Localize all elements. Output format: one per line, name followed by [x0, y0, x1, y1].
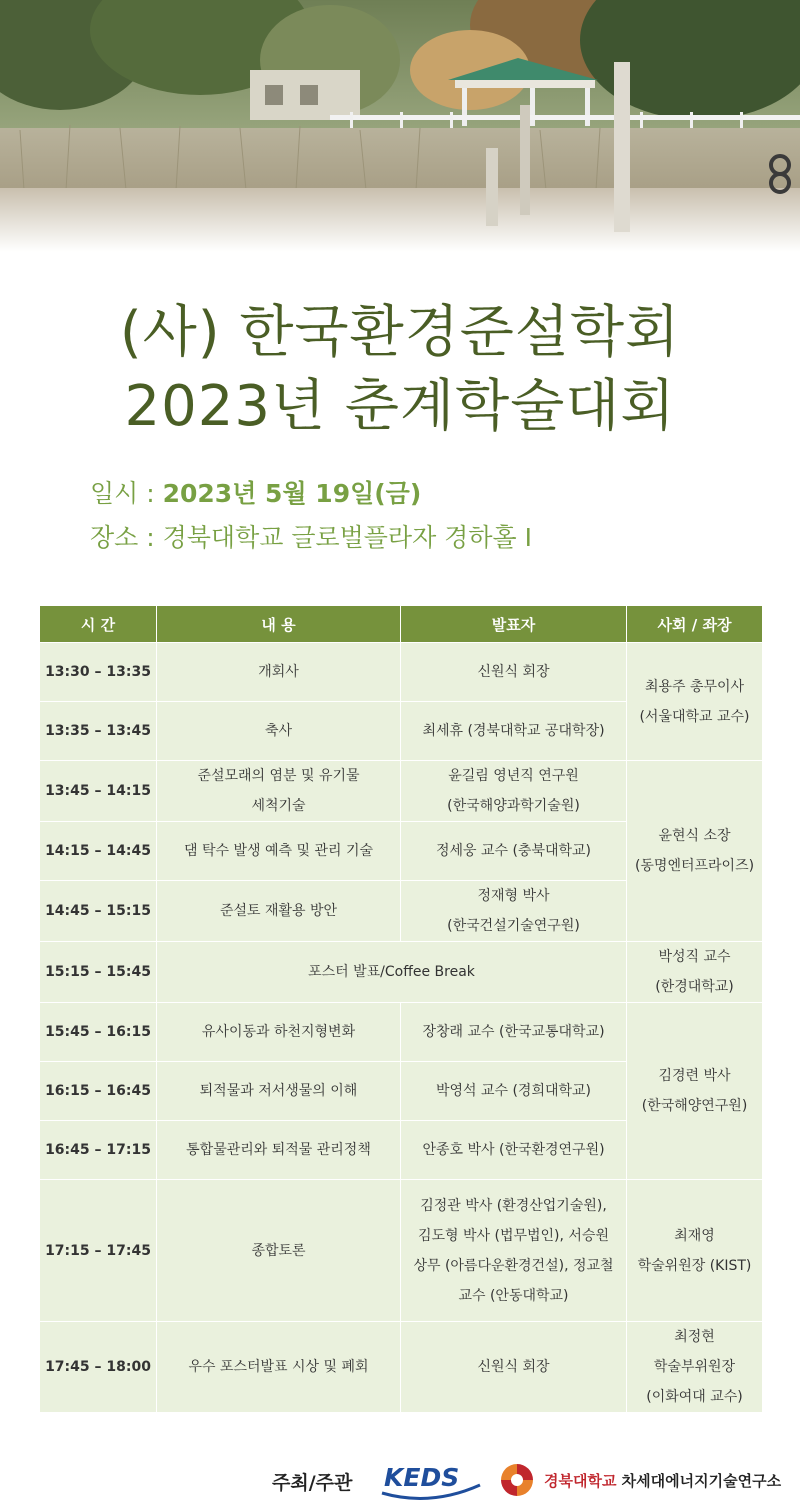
speaker-cell — [401, 1180, 627, 1322]
title-line-1: (사) 한국환경준설학회 — [119, 300, 681, 365]
table-row — [40, 1180, 763, 1322]
time-cell: 15:45 – 16:15 — [40, 1003, 157, 1062]
date-row — [90, 472, 532, 516]
speaker-cell — [401, 881, 627, 942]
table-row — [40, 1322, 763, 1413]
knu-emblem-icon — [497, 1460, 537, 1500]
header-chair: 사회 / 좌장 — [627, 606, 763, 643]
content-cell: 축사 — [157, 702, 401, 761]
chair-line: (한경대학교) — [655, 979, 734, 995]
table-row — [40, 761, 763, 822]
chair-line: (이화여대 교수) — [646, 1389, 743, 1405]
header-content: 내 용 — [157, 606, 401, 643]
date-label: 일시 : — [90, 479, 163, 508]
event-title — [0, 296, 800, 444]
speaker-cell: 안종호 박사 (한국환경연구원) — [401, 1121, 627, 1180]
content-line: 준설모래의 염분 및 유기물 — [197, 768, 360, 784]
speaker-cell: 박영석 교수 (경희대학교) — [401, 1062, 627, 1121]
footer-hosts — [0, 1450, 800, 1510]
time-cell: 14:15 – 14:45 — [40, 822, 157, 881]
header-time: 시 간 — [40, 606, 157, 643]
time-cell: 16:45 – 17:15 — [40, 1121, 157, 1180]
speaker-cell — [401, 761, 627, 822]
chair-line: 최재영 — [674, 1227, 715, 1244]
chair-cell — [627, 1322, 763, 1413]
date-value: 2023년 5월 19일(금) — [162, 479, 422, 508]
table-row — [40, 942, 763, 1003]
chair-line: 박성직 교수 — [658, 949, 731, 965]
place-row — [90, 516, 532, 560]
content-cell: 우수 포스터발표 시상 및 폐회 — [157, 1322, 401, 1413]
speaker-line: 정재형 박사 — [477, 888, 550, 904]
content-cell: 준설토 재활용 방안 — [157, 881, 401, 942]
title-line-2: 2023년 춘계학술대회 — [124, 374, 676, 439]
content-cell: 개회사 — [157, 643, 401, 702]
speaker-line: 상무 (아름다운환경건설), 정교철 — [413, 1257, 614, 1274]
content-cell: 포스터 발표/Coffee Break — [157, 942, 627, 1003]
content-cell: 퇴적물과 저서생물의 이해 — [157, 1062, 401, 1121]
chair-cell — [627, 1003, 763, 1180]
schedule-table — [39, 605, 763, 1413]
content-line: 세척기술 — [251, 798, 306, 814]
content-cell: 댐 탁수 발생 예측 및 관리 기술 — [157, 822, 401, 881]
speaker-cell: 신원식 회장 — [401, 1322, 627, 1413]
place-value: 경북대학교 글로벌플라자 경하홀 I — [162, 523, 532, 552]
knu-university: 경북대학교 — [544, 1472, 617, 1490]
speaker-line: 김정관 박사 (환경산업기술원), — [420, 1197, 607, 1214]
content-cell: 종합토론 — [157, 1180, 401, 1322]
chair-line: 김경련 박사 — [658, 1068, 731, 1084]
chair-cell — [627, 761, 763, 942]
chair-line: (한국해양연구원) — [641, 1098, 748, 1114]
chair-line: 학술위원장 (KIST) — [637, 1257, 752, 1274]
time-cell: 17:15 – 17:45 — [40, 1180, 157, 1322]
chair-cell — [627, 942, 763, 1003]
speaker-line: 교수 (안동대학교) — [458, 1287, 569, 1304]
chair-line: 학술부위원장 — [653, 1359, 736, 1375]
speaker-cell: 최세휴 (경북대학교 공대학장) — [401, 702, 627, 761]
chair-line: (서울대학교 교수) — [639, 708, 750, 725]
time-cell: 13:30 – 13:35 — [40, 643, 157, 702]
knu-institute: 차세대에너지기술연구소 — [616, 1472, 782, 1490]
header-speaker: 발표자 — [401, 606, 627, 643]
keds-logo-text: KEDS — [384, 1463, 460, 1492]
content-cell — [157, 761, 401, 822]
event-info — [90, 472, 532, 560]
host-label: 주최/주관 — [272, 1472, 353, 1494]
chair-cell — [627, 643, 763, 761]
table-row — [40, 643, 763, 702]
speaker-line: (한국건설기술연구원) — [447, 918, 580, 934]
time-cell: 13:35 – 13:45 — [40, 702, 157, 761]
chair-cell — [627, 1180, 763, 1322]
time-cell: 13:45 – 14:15 — [40, 761, 157, 822]
time-cell: 17:45 – 18:00 — [40, 1322, 157, 1413]
place-label: 장소 : — [90, 523, 163, 552]
time-cell: 15:15 – 15:45 — [40, 942, 157, 1003]
content-cell: 유사이동과 하천지형변화 — [157, 1003, 401, 1062]
chair-line: 윤현식 소장 — [658, 828, 731, 844]
speaker-line: 윤길림 영년직 연구원 — [448, 768, 579, 784]
speaker-line: 김도형 박사 (법무법인), 서승원 — [417, 1227, 609, 1244]
time-cell: 16:15 – 16:45 — [40, 1062, 157, 1121]
header-photo — [0, 0, 800, 252]
speaker-line: (한국해양과학기술원) — [447, 798, 580, 814]
chair-line: 최용주 총무이사 — [644, 678, 745, 695]
content-cell: 통합물관리와 퇴적물 관리정책 — [157, 1121, 401, 1180]
speaker-cell: 장창래 교수 (한국교통대학교) — [401, 1003, 627, 1062]
speaker-cell: 정세웅 교수 (충북대학교) — [401, 822, 627, 881]
table-header-row — [40, 606, 763, 643]
table-row — [40, 1003, 763, 1062]
speaker-cell: 신원식 회장 — [401, 643, 627, 702]
chair-line: (동명엔터프라이즈) — [634, 858, 755, 874]
time-cell: 14:45 – 15:15 — [40, 881, 157, 942]
chair-line: 최정현 — [674, 1329, 715, 1345]
knu-institute-name — [544, 1470, 781, 1491]
keds-logo — [376, 1455, 486, 1505]
